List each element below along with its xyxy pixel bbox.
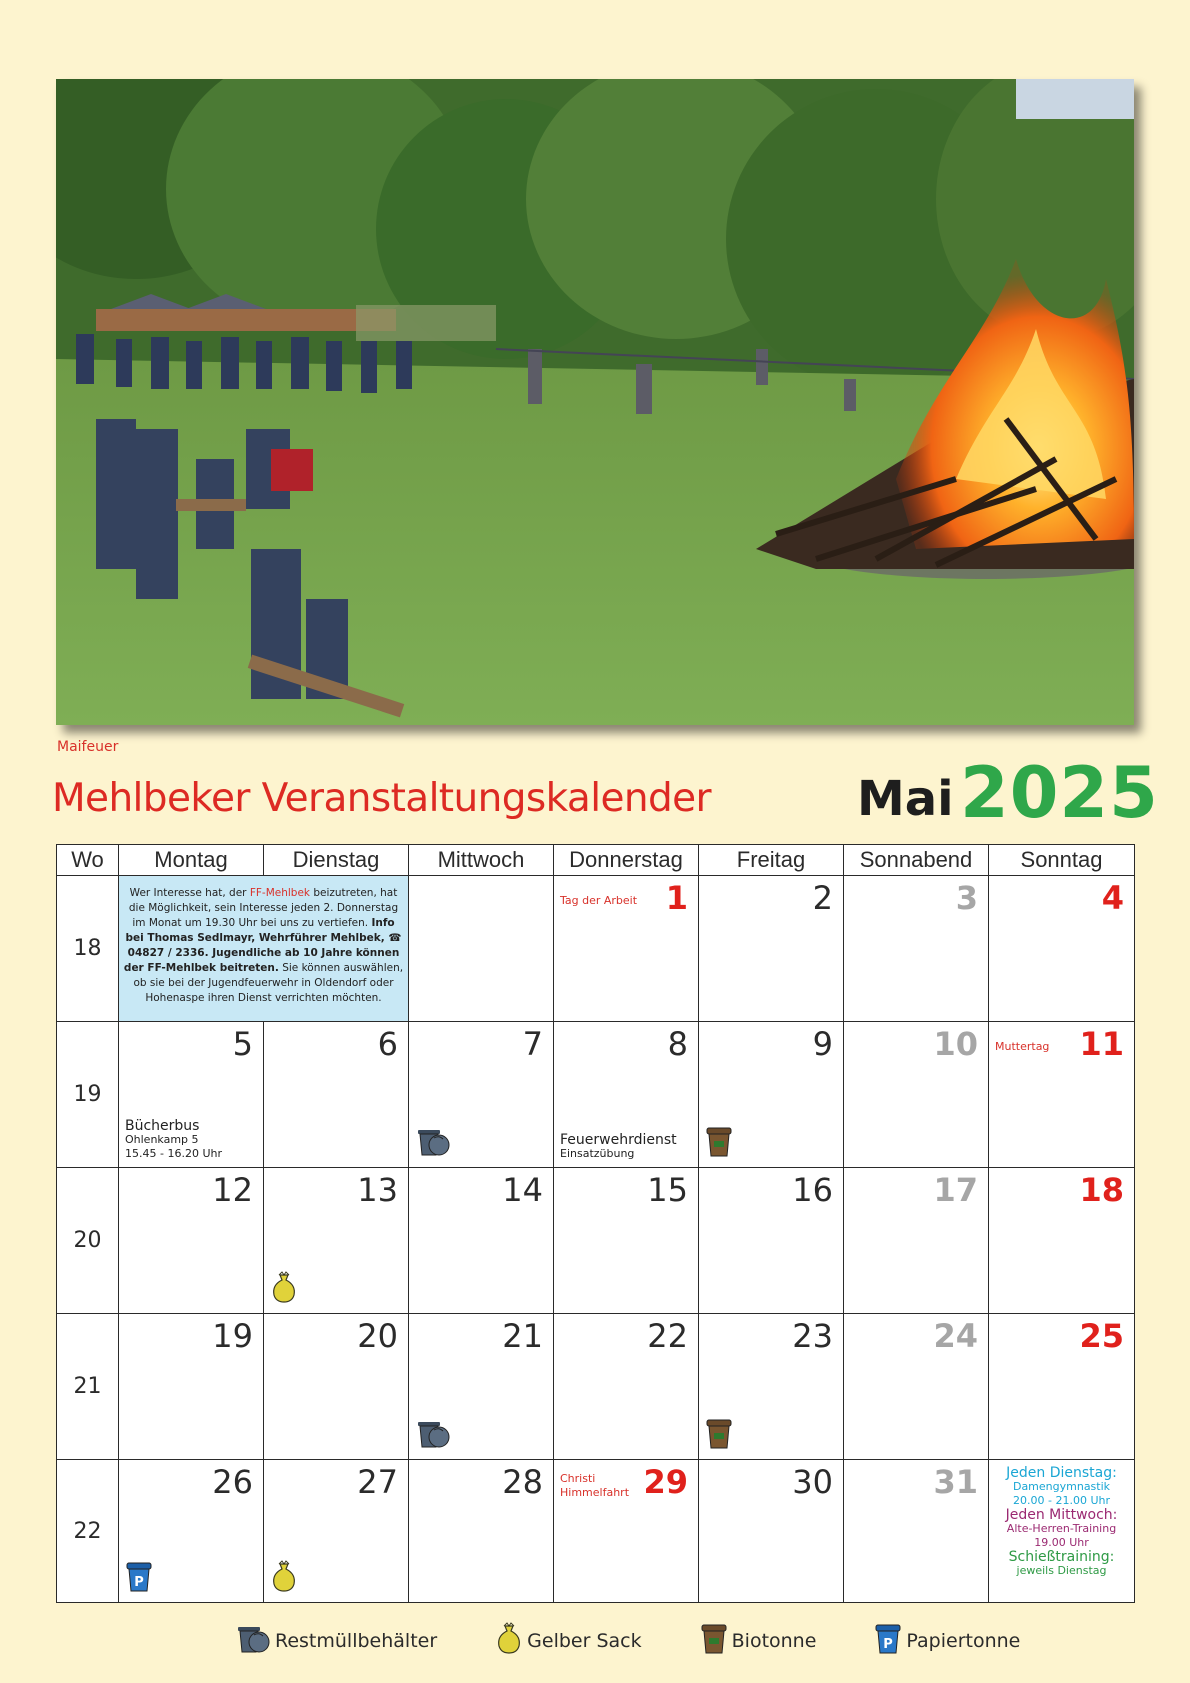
day-number: 30 <box>792 1463 833 1501</box>
day-cell-sunday <box>989 1314 1135 1460</box>
day-cell-thursday <box>554 1022 699 1168</box>
day-number: 6 <box>377 1025 398 1063</box>
day-number: 31 <box>933 1463 978 1501</box>
day-number: 11 <box>1079 1025 1124 1063</box>
papiertonne-icon <box>874 1622 906 1659</box>
day-number: 22 <box>647 1317 688 1355</box>
info-text: beizutreten, hat die Möglichkeit, sein Interesse jeden 2. Donnerstag im Monat um 19.30 Uhr bei uns zu vertiefen. <box>128 887 399 929</box>
day-cell-monday <box>119 1314 264 1460</box>
calendar-week-row <box>57 876 1135 1022</box>
day-cell-saturday <box>844 1314 989 1460</box>
day-number: 21 <box>502 1317 543 1355</box>
event-detail: Einsatzübung <box>560 1147 635 1160</box>
legend-item <box>495 1622 641 1659</box>
day-number: 27 <box>357 1463 398 1501</box>
legend-item <box>874 1622 1020 1659</box>
svg-text:P: P <box>134 1575 144 1590</box>
day-cell-tuesday <box>264 1314 409 1460</box>
svg-text:P: P <box>883 1637 894 1652</box>
day-cell-tuesday <box>264 1168 409 1314</box>
recurring-events <box>989 1466 1134 1578</box>
day-number: 29 <box>643 1463 688 1501</box>
recurring-detail: Damengymnastik <box>1012 1480 1111 1493</box>
event-entry <box>560 1133 677 1161</box>
week-number: 22 <box>57 1460 119 1603</box>
column-header-tuesday: Dienstag <box>264 845 409 876</box>
ff-info-box <box>119 876 408 1021</box>
restmuell-icon <box>415 1125 451 1161</box>
day-cell-thursday <box>554 876 699 1022</box>
week-number: 21 <box>57 1314 119 1460</box>
recurring-title: Jeden Dienstag: <box>1006 1465 1117 1481</box>
day-number: 24 <box>933 1317 978 1355</box>
day-cell-sunday <box>989 1022 1135 1168</box>
info-text: Wer Interesse hat, der <box>129 887 250 899</box>
day-cell-wednesday <box>409 1314 554 1460</box>
recurring-title: Schießtraining: <box>1008 1549 1115 1565</box>
day-number: 28 <box>502 1463 543 1501</box>
day-number: 26 <box>212 1463 253 1501</box>
day-number: 10 <box>933 1025 978 1063</box>
day-number: 13 <box>357 1171 398 1209</box>
calendar-title: Mehlbeker Veranstaltungskalender <box>52 776 711 821</box>
month-label: Mai <box>857 771 954 827</box>
calendar-week-row <box>57 1314 1135 1460</box>
day-cell-friday <box>699 1022 844 1168</box>
day-cell-monday <box>119 1168 264 1314</box>
event-title: Feuerwehrdienst <box>560 1132 677 1148</box>
day-cell-thursday <box>554 1460 699 1603</box>
day-cell-sunday <box>989 1460 1135 1603</box>
day-cell-tuesday <box>264 1460 409 1603</box>
day-cell-wednesday <box>409 876 554 1022</box>
info-phone: ☎ 04827 / 2336. Jugendliche ab 10 Jahre können der FF-Mehlbek beitreten. <box>123 932 402 974</box>
holiday-label <box>560 1472 629 1500</box>
day-number: 20 <box>357 1317 398 1355</box>
day-number: 12 <box>212 1171 253 1209</box>
recurring-detail: Alte-Herren-Training <box>1006 1522 1117 1535</box>
event-entry <box>125 1119 222 1161</box>
day-number: 5 <box>232 1025 253 1063</box>
day-cell-thursday <box>554 1314 699 1460</box>
biotonne-icon <box>705 1417 733 1453</box>
column-header-friday: Freitag <box>699 845 844 876</box>
day-cell-tuesday <box>264 1022 409 1168</box>
day-cell-sunday <box>989 1168 1135 1314</box>
day-cell-friday <box>699 1168 844 1314</box>
papiertonne-icon <box>125 1560 153 1596</box>
info-text: Sie können auswählen, ob sie bei der Jugendfeuerwehr in Oldendorf oder Hohenaspe ihren Dienst verrichten möchten. <box>133 962 404 1004</box>
waste-legend <box>235 1622 1078 1659</box>
biotonne-icon <box>705 1125 733 1161</box>
day-number: 8 <box>667 1025 688 1063</box>
legend-item <box>235 1622 437 1659</box>
day-number: 16 <box>792 1171 833 1209</box>
holiday-label: Muttertag <box>995 1040 1050 1053</box>
week-number: 18 <box>57 876 119 1022</box>
day-cell-friday <box>699 876 844 1022</box>
column-header-week: Wo <box>57 845 119 876</box>
gelber-sack-icon <box>495 1622 527 1659</box>
day-number: 25 <box>1079 1317 1124 1355</box>
event-detail: 15.45 - 16.20 Uhr <box>125 1147 222 1160</box>
week-number: 20 <box>57 1168 119 1314</box>
column-header-sunday: Sonntag <box>989 845 1135 876</box>
day-cell-monday <box>119 1022 264 1168</box>
calendar-grid <box>56 844 1135 1603</box>
recurring-detail: 20.00 - 21.00 Uhr <box>1013 1494 1110 1507</box>
day-number: 17 <box>933 1171 978 1209</box>
column-header-wednesday: Mittwoch <box>409 845 554 876</box>
day-number: 14 <box>502 1171 543 1209</box>
gelber-sack-icon <box>270 1560 298 1596</box>
restmuell-icon <box>415 1417 451 1453</box>
holiday-label-part: Himmelfahrt <box>560 1486 630 1499</box>
recurring-title: Jeden Mittwoch: <box>1005 1507 1118 1523</box>
photo-caption: Maifeuer <box>57 739 119 755</box>
column-header-thursday: Donnerstag <box>554 845 699 876</box>
event-detail: Ohlenkamp 5 <box>125 1133 199 1146</box>
day-number: 9 <box>812 1025 833 1063</box>
info-ff-link: FF-Mehlbek <box>249 887 310 899</box>
day-cell-monday <box>119 876 409 1022</box>
day-cell-wednesday <box>409 1460 554 1603</box>
calendar-week-row <box>57 1168 1135 1314</box>
weekday-header-row <box>57 845 1135 876</box>
day-number: 4 <box>1101 879 1124 917</box>
day-cell-saturday <box>844 876 989 1022</box>
day-cell-sunday <box>989 876 1135 1022</box>
day-number: 23 <box>792 1317 833 1355</box>
day-number: 15 <box>647 1171 688 1209</box>
day-number: 3 <box>955 879 978 917</box>
recurring-detail: jeweils Dienstag <box>1016 1564 1107 1577</box>
holiday-label-part: Christi <box>560 1472 596 1485</box>
day-cell-monday <box>119 1460 264 1603</box>
info-contact: Info bei Thomas Sedlmayr, Wehrführer Mehlbek, <box>125 917 395 944</box>
legend-item <box>700 1622 817 1659</box>
recurring-detail: 19.00 Uhr <box>1034 1536 1089 1549</box>
day-number: 1 <box>665 879 688 917</box>
day-number: 18 <box>1079 1171 1124 1209</box>
year-label: 2025 <box>960 752 1159 834</box>
week-number: 19 <box>57 1022 119 1168</box>
day-cell-friday <box>699 1314 844 1460</box>
day-cell-friday <box>699 1460 844 1603</box>
biotonne-icon <box>700 1622 732 1659</box>
legend-label: Papiertonne <box>906 1629 1021 1652</box>
holiday-label: Tag der Arbeit <box>560 894 638 907</box>
column-header-monday: Montag <box>119 845 264 876</box>
legend-label: Restmüllbehälter <box>275 1629 438 1652</box>
legend-label: Biotonne <box>731 1629 817 1652</box>
day-cell-wednesday <box>409 1168 554 1314</box>
day-number: 19 <box>212 1317 253 1355</box>
column-header-saturday: Sonnabend <box>844 845 989 876</box>
restmuell-icon <box>235 1622 275 1659</box>
day-number: 7 <box>522 1025 543 1063</box>
gelber-sack-icon <box>270 1271 298 1307</box>
calendar-week-row <box>57 1460 1135 1603</box>
legend-label: Gelber Sack <box>527 1629 642 1652</box>
day-number: 2 <box>812 879 833 917</box>
maifeuer-photo <box>56 79 1134 725</box>
day-cell-thursday <box>554 1168 699 1314</box>
day-cell-saturday <box>844 1022 989 1168</box>
day-cell-saturday <box>844 1460 989 1603</box>
day-cell-saturday <box>844 1168 989 1314</box>
day-cell-wednesday <box>409 1022 554 1168</box>
event-title: Bücherbus <box>125 1118 200 1134</box>
calendar-week-row <box>57 1022 1135 1168</box>
